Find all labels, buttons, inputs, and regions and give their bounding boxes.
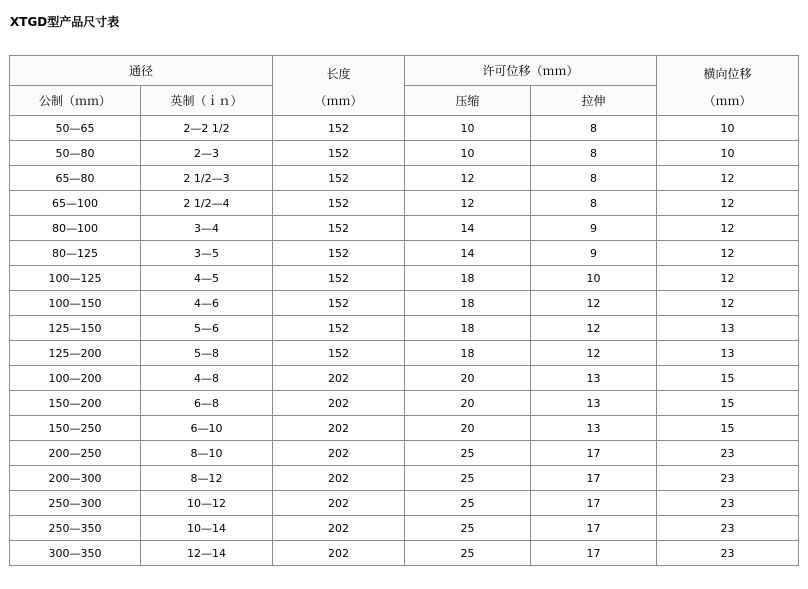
cell-lateral: 15 [657, 391, 799, 416]
header-stretch: 拉伸 [531, 86, 657, 116]
header-allowable-displacement: 许可位移（ｍｍ） [405, 56, 657, 86]
cell-compress: 25 [405, 516, 531, 541]
cell-compress: 25 [405, 491, 531, 516]
cell-imperial: 8—12 [141, 466, 273, 491]
cell-stretch: 12 [531, 291, 657, 316]
cell-metric: 150—250 [10, 416, 141, 441]
cell-compress: 18 [405, 291, 531, 316]
cell-metric: 100—150 [10, 291, 141, 316]
page-title: XTGD型产品尺寸表 [10, 15, 120, 29]
cell-stretch: 13 [531, 366, 657, 391]
cell-lateral: 23 [657, 466, 799, 491]
cell-stretch: 12 [531, 316, 657, 341]
cell-compress: 10 [405, 116, 531, 141]
cell-compress: 20 [405, 391, 531, 416]
header-metric: 公制（ｍｍ） [10, 86, 141, 116]
cell-lateral: 23 [657, 491, 799, 516]
cell-length: 152 [273, 141, 405, 166]
cell-imperial: 4—6 [141, 291, 273, 316]
cell-metric: 125—200 [10, 341, 141, 366]
cell-metric: 250—350 [10, 516, 141, 541]
table-row [10, 166, 799, 191]
cell-stretch: 17 [531, 466, 657, 491]
cell-length: 152 [273, 191, 405, 216]
cell-metric: 300—350 [10, 541, 141, 566]
cell-lateral: 12 [657, 166, 799, 191]
table-row [10, 141, 799, 166]
cell-metric: 125—150 [10, 316, 141, 341]
header-length [273, 56, 405, 116]
cell-length: 202 [273, 391, 405, 416]
cell-lateral: 12 [657, 291, 799, 316]
cell-length: 202 [273, 516, 405, 541]
cell-compress: 12 [405, 191, 531, 216]
table-row [10, 266, 799, 291]
cell-length: 202 [273, 416, 405, 441]
header-nominal: 通径 [10, 56, 273, 86]
size-table [9, 55, 799, 566]
cell-imperial: 4—5 [141, 266, 273, 291]
cell-lateral: 10 [657, 141, 799, 166]
cell-compress: 25 [405, 466, 531, 491]
cell-length: 152 [273, 266, 405, 291]
table-row [10, 466, 799, 491]
table-row [10, 491, 799, 516]
cell-imperial: 2—2 1/2 [141, 116, 273, 141]
cell-metric: 80—100 [10, 216, 141, 241]
cell-lateral: 23 [657, 441, 799, 466]
cell-lateral: 13 [657, 316, 799, 341]
cell-imperial: 12—14 [141, 541, 273, 566]
cell-compress: 14 [405, 241, 531, 266]
cell-imperial: 10—14 [141, 516, 273, 541]
cell-compress: 12 [405, 166, 531, 191]
cell-compress: 10 [405, 141, 531, 166]
table-row [10, 191, 799, 216]
cell-stretch: 8 [531, 141, 657, 166]
header-length-unit: （ｍｍ） [314, 94, 363, 108]
table-row [10, 116, 799, 141]
cell-metric: 200—250 [10, 441, 141, 466]
cell-compress: 18 [405, 341, 531, 366]
header-lateral-unit: （ｍｍ） [703, 94, 752, 108]
cell-stretch: 9 [531, 216, 657, 241]
cell-length: 202 [273, 541, 405, 566]
table-row [10, 241, 799, 266]
cell-metric: 250—300 [10, 491, 141, 516]
cell-stretch: 8 [531, 166, 657, 191]
cell-imperial: 3—4 [141, 216, 273, 241]
table-row [10, 441, 799, 466]
cell-imperial: 5—8 [141, 341, 273, 366]
cell-length: 202 [273, 441, 405, 466]
cell-compress: 25 [405, 441, 531, 466]
cell-stretch: 12 [531, 341, 657, 366]
header-lateral [657, 56, 799, 116]
cell-lateral: 15 [657, 366, 799, 391]
header-compress: 压缩 [405, 86, 531, 116]
cell-length: 152 [273, 316, 405, 341]
cell-length: 152 [273, 291, 405, 316]
cell-imperial: 2—3 [141, 141, 273, 166]
cell-stretch: 9 [531, 241, 657, 266]
cell-lateral: 12 [657, 241, 799, 266]
cell-length: 152 [273, 241, 405, 266]
cell-imperial: 6—10 [141, 416, 273, 441]
cell-compress: 18 [405, 316, 531, 341]
table-row [10, 541, 799, 566]
cell-lateral: 13 [657, 341, 799, 366]
cell-imperial: 2 1/2—3 [141, 166, 273, 191]
cell-imperial: 6—8 [141, 391, 273, 416]
cell-compress: 20 [405, 416, 531, 441]
cell-imperial: 4—8 [141, 366, 273, 391]
cell-length: 152 [273, 116, 405, 141]
table-row [10, 391, 799, 416]
table-row [10, 316, 799, 341]
cell-lateral: 12 [657, 216, 799, 241]
header-row-1 [10, 56, 799, 86]
cell-imperial: 2 1/2—4 [141, 191, 273, 216]
cell-length: 152 [273, 341, 405, 366]
cell-stretch: 17 [531, 541, 657, 566]
table-row [10, 341, 799, 366]
cell-metric: 200—300 [10, 466, 141, 491]
cell-stretch: 10 [531, 266, 657, 291]
cell-compress: 25 [405, 541, 531, 566]
cell-metric: 150—200 [10, 391, 141, 416]
cell-length: 152 [273, 216, 405, 241]
cell-imperial: 3—5 [141, 241, 273, 266]
cell-stretch: 17 [531, 441, 657, 466]
cell-length: 202 [273, 366, 405, 391]
cell-imperial: 10—12 [141, 491, 273, 516]
cell-stretch: 17 [531, 491, 657, 516]
cell-length: 152 [273, 166, 405, 191]
table-row [10, 416, 799, 441]
cell-stretch: 13 [531, 391, 657, 416]
cell-metric: 100—125 [10, 266, 141, 291]
cell-lateral: 23 [657, 516, 799, 541]
cell-compress: 20 [405, 366, 531, 391]
header-lateral-label: 横向位移 [703, 67, 752, 81]
cell-metric: 50—80 [10, 141, 141, 166]
cell-lateral: 23 [657, 541, 799, 566]
cell-compress: 18 [405, 266, 531, 291]
cell-lateral: 12 [657, 266, 799, 291]
cell-stretch: 17 [531, 516, 657, 541]
cell-length: 202 [273, 466, 405, 491]
header-imperial: 英制（ｉｎ） [141, 86, 273, 116]
table-row [10, 216, 799, 241]
table-row [10, 291, 799, 316]
cell-metric: 65—100 [10, 191, 141, 216]
cell-metric: 80—125 [10, 241, 141, 266]
cell-stretch: 13 [531, 416, 657, 441]
cell-imperial: 8—10 [141, 441, 273, 466]
header-length-label: 长度 [326, 67, 351, 81]
cell-imperial: 5—6 [141, 316, 273, 341]
table-row [10, 366, 799, 391]
cell-lateral: 10 [657, 116, 799, 141]
cell-compress: 14 [405, 216, 531, 241]
cell-stretch: 8 [531, 191, 657, 216]
cell-metric: 65—80 [10, 166, 141, 191]
cell-metric: 50—65 [10, 116, 141, 141]
cell-length: 202 [273, 491, 405, 516]
cell-lateral: 15 [657, 416, 799, 441]
cell-lateral: 12 [657, 191, 799, 216]
table-row [10, 516, 799, 541]
cell-metric: 100—200 [10, 366, 141, 391]
cell-stretch: 8 [531, 116, 657, 141]
